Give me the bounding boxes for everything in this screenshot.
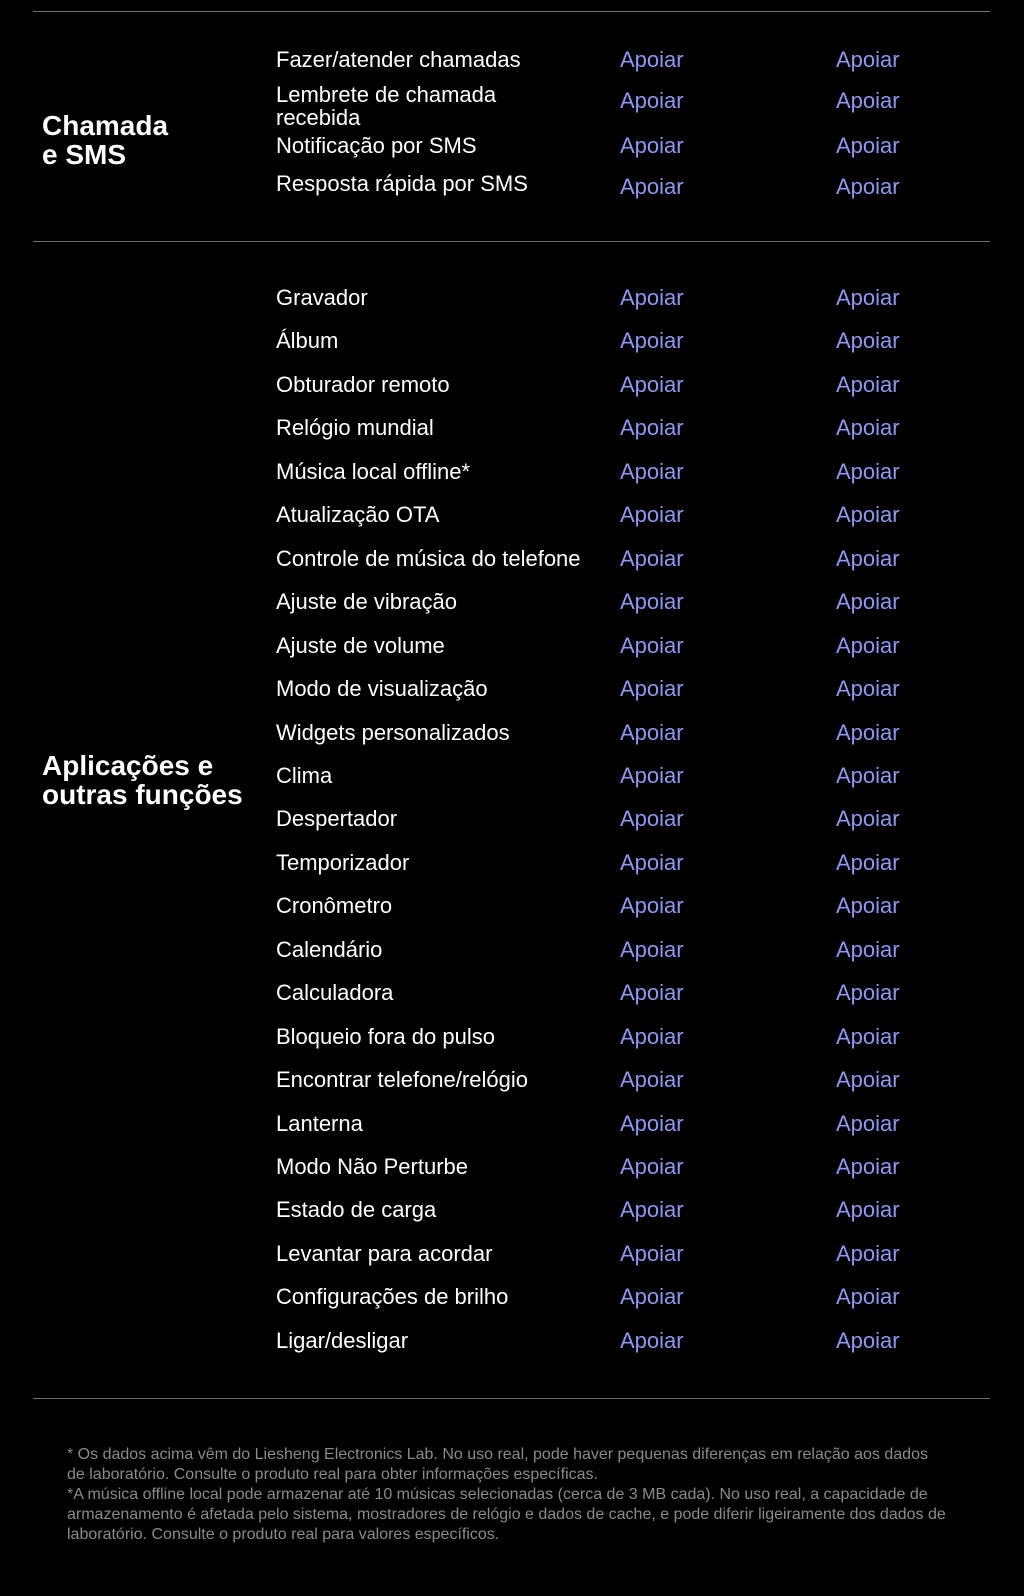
support-value-model2: Apoiar: [836, 589, 900, 614]
support-value-model2: Apoiar: [836, 1197, 900, 1222]
feature-label: Calendário: [276, 937, 383, 962]
feature-label: Bloqueio fora do pulso: [276, 1024, 495, 1049]
feature-label: Gravador: [276, 285, 368, 310]
support-value-model2: Apoiar: [836, 1328, 900, 1353]
support-value-model2: Apoiar: [836, 88, 900, 113]
support-value-model1: Apoiar: [620, 1067, 684, 1092]
support-value-model1: Apoiar: [620, 47, 684, 72]
support-value-model2: Apoiar: [836, 459, 900, 484]
footnote-lab-data: * Os dados acima vêm do Liesheng Electronics Lab. No uso real, pode haver pequenas diferenças em relação aos dados de laboratório. Consulte o produto real para obter informações específicas.: [67, 1446, 928, 1483]
feature-label: Modo de visualização: [276, 676, 488, 701]
feature-label: Notificação por SMS: [276, 133, 477, 158]
support-value-model2: Apoiar: [836, 980, 900, 1005]
support-value-model1: Apoiar: [620, 1328, 684, 1353]
feature-label: Ligar/desligar: [276, 1328, 409, 1353]
support-value-model1: Apoiar: [620, 88, 684, 113]
divider-top: [33, 11, 990, 12]
support-value-model1: Apoiar: [620, 980, 684, 1005]
support-value-model1: Apoiar: [620, 850, 684, 875]
support-value-model1: Apoiar: [620, 415, 684, 440]
support-value-model1: Apoiar: [620, 1154, 684, 1179]
feature-label: Modo Não Perturbe: [276, 1154, 468, 1179]
section-title-call-sms: [42, 111, 168, 169]
support-value-model1: Apoiar: [620, 133, 684, 158]
support-value-model1: Apoiar: [620, 1241, 684, 1266]
support-value-model1: Apoiar: [620, 174, 684, 199]
support-value-model1: Apoiar: [620, 459, 684, 484]
support-value-model2: Apoiar: [836, 893, 900, 918]
support-value-model1: Apoiar: [620, 502, 684, 527]
support-value-model1: Apoiar: [620, 372, 684, 397]
feature-label: Lembrete de chamada recebida: [276, 82, 497, 130]
support-value-model2: Apoiar: [836, 502, 900, 527]
feature-label: Cronômetro: [276, 893, 393, 918]
feature-label: Encontrar telefone/relógio: [276, 1067, 528, 1092]
support-value-model2: Apoiar: [836, 1154, 900, 1179]
support-value-model2: Apoiar: [836, 546, 900, 571]
feature-label: Álbum: [276, 328, 339, 353]
support-value-model1: Apoiar: [620, 1111, 684, 1136]
support-value-model2: Apoiar: [836, 1284, 900, 1309]
support-value-model1: Apoiar: [620, 1197, 684, 1222]
support-value-model2: Apoiar: [836, 850, 900, 875]
support-value-model1: Apoiar: [620, 546, 684, 571]
support-value-model2: Apoiar: [836, 133, 900, 158]
feature-label: Obturador remoto: [276, 372, 450, 397]
feature-label: Resposta rápida por SMS: [276, 171, 528, 196]
support-value-model2: Apoiar: [836, 1241, 900, 1266]
feature-label: Ajuste de volume: [276, 633, 445, 658]
feature-label: Fazer/atender chamadas: [276, 47, 521, 72]
divider-bottom: [33, 1398, 990, 1399]
feature-label: Configurações de brilho: [276, 1284, 509, 1309]
support-value-model2: Apoiar: [836, 1024, 900, 1049]
support-value-model2: Apoiar: [836, 328, 900, 353]
section-title-apps: [42, 751, 243, 809]
support-value-model1: Apoiar: [620, 633, 684, 658]
support-value-model1: Apoiar: [620, 937, 684, 962]
footnote: [67, 1445, 947, 1545]
support-value-model2: Apoiar: [836, 937, 900, 962]
feature-label: Levantar para acordar: [276, 1241, 493, 1266]
section-title-line1: Chamada: [42, 110, 169, 141]
feature-label: Relógio mundial: [276, 415, 434, 440]
support-value-model2: Apoiar: [836, 676, 900, 701]
feature-label: Despertador: [276, 806, 398, 831]
feature-label: Música local offline*: [276, 459, 471, 484]
support-value-model2: Apoiar: [836, 47, 900, 72]
support-value-model1: Apoiar: [620, 1024, 684, 1049]
feature-label: Clima: [276, 763, 333, 788]
support-value-model2: Apoiar: [836, 1067, 900, 1092]
support-value-model2: Apoiar: [836, 415, 900, 440]
footnote-offline-music: *A música offline local pode armazenar até 10 músicas selecionadas (cerca de 3 MB cada). No uso real, a capacidade de armazenamento é afetada pelo sistema, mostradores de relógio e dados de cache, e pode diferir ligeiramente dos dados de laboratório. Consulte o produto real para valores específicos.: [67, 1486, 946, 1543]
support-value-model2: Apoiar: [836, 174, 900, 199]
feature-label: Widgets personalizados: [276, 720, 510, 745]
support-value-model1: Apoiar: [620, 1284, 684, 1309]
feature-label: Controle de música do telefone: [276, 546, 581, 571]
section-title-line1: Aplicações e: [42, 750, 214, 781]
support-value-model1: Apoiar: [620, 720, 684, 745]
feature-label: Estado de carga: [276, 1197, 437, 1222]
support-value-model2: Apoiar: [836, 633, 900, 658]
divider-middle: [33, 241, 990, 242]
support-value-model2: Apoiar: [836, 285, 900, 310]
section-title-line2: e SMS: [42, 139, 127, 170]
feature-label: Ajuste de vibração: [276, 589, 457, 614]
support-value-model1: Apoiar: [620, 285, 684, 310]
support-value-model1: Apoiar: [620, 806, 684, 831]
feature-label: Atualização OTA: [276, 502, 440, 527]
support-value-model2: Apoiar: [836, 372, 900, 397]
support-value-model2: Apoiar: [836, 720, 900, 745]
support-value-model1: Apoiar: [620, 676, 684, 701]
support-value-model1: Apoiar: [620, 893, 684, 918]
feature-label: Calculadora: [276, 980, 394, 1005]
feature-label: Lanterna: [276, 1111, 363, 1136]
support-value-model2: Apoiar: [836, 806, 900, 831]
support-value-model1: Apoiar: [620, 763, 684, 788]
support-value-model1: Apoiar: [620, 589, 684, 614]
support-value-model2: Apoiar: [836, 763, 900, 788]
support-value-model2: Apoiar: [836, 1111, 900, 1136]
section-title-line2: outras funções: [42, 779, 243, 810]
support-value-model1: Apoiar: [620, 328, 684, 353]
feature-label: Temporizador: [276, 850, 410, 875]
